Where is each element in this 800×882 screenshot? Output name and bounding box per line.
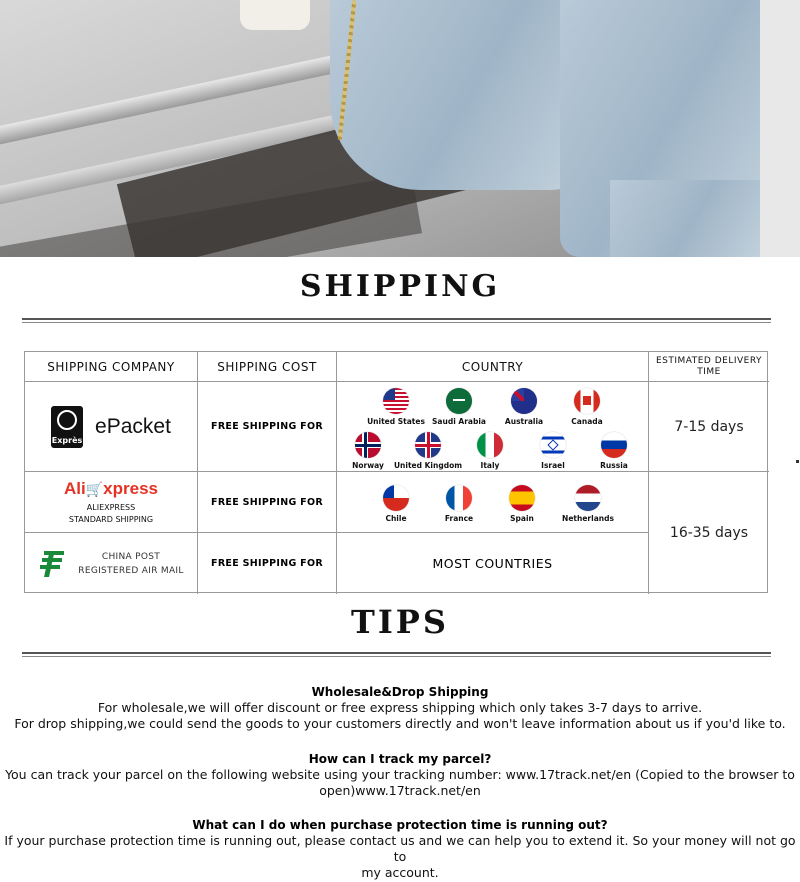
france-flag-icon (446, 485, 472, 511)
china-post-cost: FREE SHIPPING FOR (198, 533, 337, 594)
russia-flag-icon (601, 432, 627, 458)
tip-purchase-protection (0, 817, 800, 881)
epacket-logo (51, 406, 171, 448)
aliexpress-logo (64, 479, 158, 526)
tip-heading: Wholesale&Drop Shipping (311, 685, 489, 699)
united-kingdom-flag-icon (415, 432, 441, 458)
country-israel: Israel (518, 432, 588, 470)
china-post-sub2: REGISTERED AIR MAIL (78, 565, 184, 576)
country-us: United States (361, 388, 431, 426)
netherlands-flag-icon (575, 485, 601, 511)
epacket-countries (337, 382, 649, 472)
tip-line: my account. (361, 865, 439, 880)
china-post-logo (38, 549, 183, 579)
italy-flag-icon (477, 432, 503, 458)
chile-flag-icon (383, 485, 409, 511)
shipping-title: SHIPPING (299, 269, 501, 304)
aliexpress-sub2: STANDARD SHIPPING (68, 514, 154, 524)
country-italy: Italy (455, 432, 525, 470)
country-norway: Norway (333, 432, 403, 470)
us-flag-icon (383, 388, 409, 414)
header-estimated-delivery: ESTIMATED DELIVERY TIME (649, 352, 769, 382)
epacket-badge-icon (51, 406, 83, 448)
shared-delivery: 16-35 days (669, 525, 749, 541)
tip-line: For wholesale,we will offer discount or free express shipping which only takes 3-7 days to arrive. (97, 700, 703, 715)
aliexpress-countries (337, 472, 649, 533)
tip-line: You can track your parcel on the following website using your tracking number: www.17track.net/en (Copied to the browser to (5, 767, 795, 782)
epacket-badge-text: Exprès (51, 435, 83, 445)
spain-flag-icon (509, 485, 535, 511)
country-russia: Russia (579, 432, 649, 470)
israel-flag-icon (540, 432, 566, 458)
country-canada: Canada (552, 388, 622, 426)
tips-title: TIPS (351, 603, 449, 641)
tip-heading: What can I do when purchase protection time is running out? (192, 818, 608, 832)
australia-flag-icon (511, 388, 537, 414)
country-netherlands: Netherlands (553, 485, 623, 523)
aliexpress-sub1: ALIEXPRESS (86, 502, 136, 512)
china-post-countries: MOST COUNTRIES (337, 533, 649, 594)
aliexpress-cost: FREE SHIPPING FOR (198, 472, 337, 533)
tip-tracking (0, 751, 800, 799)
country-chile: Chile (361, 485, 431, 523)
shipping-table (24, 351, 768, 593)
country-saudi-arabia: Saudi Arabia (424, 388, 494, 426)
canada-flag-icon (574, 388, 600, 414)
header-shipping-company: SHIPPING COMPANY (25, 352, 198, 382)
country-france: France (424, 485, 494, 523)
header-shipping-cost: SHIPPING COST (198, 352, 337, 382)
epacket-company-cell (25, 382, 198, 472)
tip-line: For drop shipping,we could send the goods to your customers directly and won't leave information about us if you'd like to. (14, 716, 786, 731)
china-post-sub1: CHINA POST (101, 551, 161, 562)
tips-divider (22, 652, 771, 657)
product-photo (0, 0, 800, 257)
tip-line: open)www.17track.net/en (319, 783, 481, 798)
shipping-divider (22, 318, 771, 323)
country-australia: Australia (489, 388, 559, 426)
header-country: COUNTRY (337, 352, 649, 382)
country-united-kingdom: United Kingdom (393, 432, 463, 470)
aliexpress-company-cell (25, 472, 198, 533)
norway-flag-icon (355, 432, 381, 458)
tip-line: If your purchase protection time is running out, please contact us and we can help you to extend it. So your money will not go to (4, 833, 796, 864)
aliexpress-logo-text2: xpress (103, 478, 158, 498)
aliexpress-logo-text: Ali (64, 478, 86, 498)
epacket-delivery: 7-15 days (649, 382, 769, 472)
china-post-icon (38, 549, 68, 579)
country-spain: Spain (487, 485, 557, 523)
edge-mark (796, 460, 799, 463)
cart-icon: 🛒 (85, 480, 104, 497)
china-post-company-cell (25, 533, 198, 594)
tip-heading: How can I track my parcel? (308, 752, 492, 766)
epacket-name: ePacket (95, 414, 171, 438)
tip-wholesale (0, 684, 800, 732)
epacket-cost: FREE SHIPPING FOR (198, 382, 337, 472)
saudi-arabia-flag-icon (446, 388, 472, 414)
